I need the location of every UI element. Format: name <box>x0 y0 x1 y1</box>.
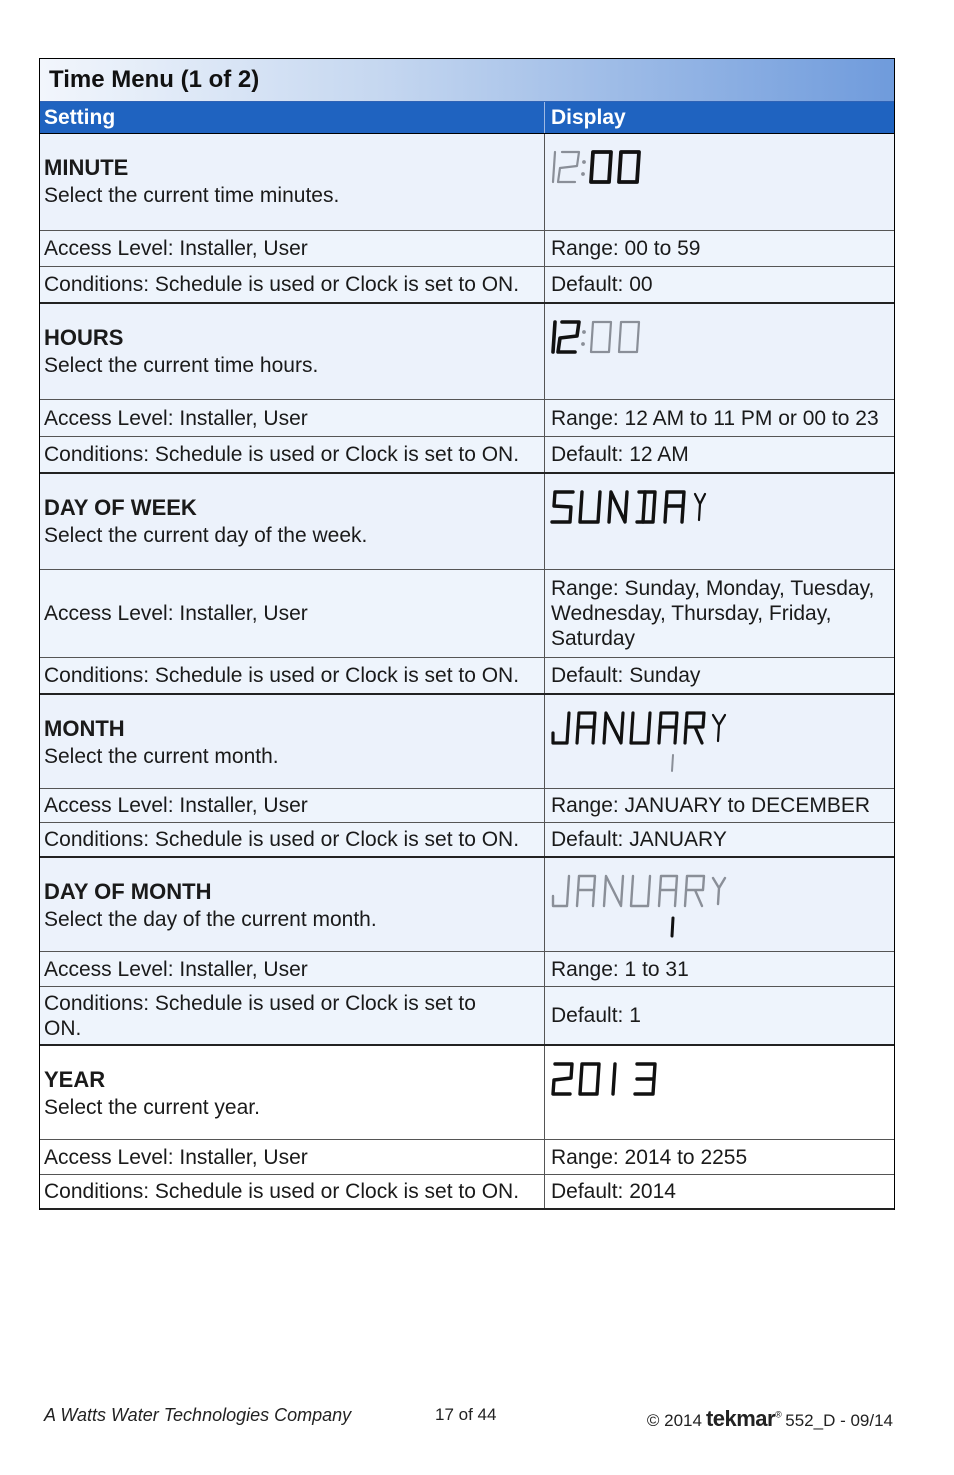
header-display: Display <box>551 106 626 129</box>
setting-row-minute <box>40 134 894 231</box>
footer-company: A Watts Water Technologies Company <box>44 1405 352 1425</box>
access-level: Access Level: Installer, User <box>40 400 545 436</box>
setting-row-year <box>40 1046 894 1140</box>
lcd-display-hours <box>549 314 659 364</box>
setting-name: MINUTE <box>44 155 129 180</box>
setting-name: MONTH <box>44 716 125 741</box>
lcd-display-minute <box>549 144 659 194</box>
conditions: Conditions: Schedule is used or Clock is set to ON. <box>40 823 545 856</box>
setting-row-month <box>40 695 894 789</box>
range: Range: Sunday, Monday, Tuesday, Wednesday, Thursday, Friday, Saturday <box>551 577 875 650</box>
setting-row-month-conditions <box>40 823 894 858</box>
setting-row-day-of-week <box>40 474 894 570</box>
setting-description: Select the day of the current month. <box>44 908 377 931</box>
conditions: Conditions: Schedule is used or Clock is set to ON. <box>40 437 545 472</box>
setting-row-day-of-week-conditions <box>40 658 894 695</box>
registered-mark: ® <box>775 1409 782 1420</box>
setting-name: DAY OF WEEK <box>44 495 197 520</box>
setting-name: DAY OF MONTH <box>44 879 212 904</box>
setting-row-day-of-week-access <box>40 570 894 658</box>
setting-description: Select the current day of the week. <box>44 524 368 547</box>
access-level: Access Level: Installer, User <box>40 570 545 657</box>
conditions: Conditions: Schedule is used or Clock is set to ON. <box>40 658 545 693</box>
default: Default: 12 AM <box>551 443 689 466</box>
setting-row-day-of-month <box>40 858 894 952</box>
document-code: 552_D - 09/14 <box>785 1411 893 1430</box>
access-level: Access Level: Installer, User <box>40 952 545 986</box>
setting-row-hours-access <box>40 400 894 437</box>
setting-row-year-access <box>40 1140 894 1175</box>
header-setting: Setting <box>40 102 545 133</box>
setting-description: Select the current month. <box>44 745 279 768</box>
tekmar-logo: tekmar® <box>705 1406 782 1431</box>
range: Range: 1 to 31 <box>551 957 689 981</box>
default: Default: 1 <box>551 1004 641 1027</box>
setting-description: Select the current year. <box>44 1096 260 1119</box>
footer-copyright-block <box>647 1406 893 1432</box>
lcd-display-day-of-month <box>549 868 749 940</box>
setting-row-minute-access <box>40 231 894 267</box>
setting-row-year-conditions <box>40 1175 894 1210</box>
setting-row-month-access <box>40 789 894 823</box>
table-title: Time Menu (1 of 2) <box>40 59 894 102</box>
conditions: Conditions: Schedule is used or Clock is set to ON. <box>40 1175 545 1208</box>
lcd-display-month <box>549 705 749 777</box>
default: Default: 00 <box>551 273 653 296</box>
range: Range: JANUARY to DECEMBER <box>551 794 871 817</box>
default: Default: 2014 <box>551 1180 676 1203</box>
lcd-display-day-of-week <box>549 484 729 534</box>
access-level: Access Level: Installer, User <box>40 789 545 822</box>
range: Range: 12 AM to 11 PM or 00 to 23 <box>551 406 879 430</box>
default: Default: Sunday <box>551 664 701 687</box>
setting-row-hours <box>40 304 894 400</box>
default: Default: JANUARY <box>551 828 727 851</box>
conditions: Conditions: Schedule is used or Clock is set to ON. <box>44 991 476 1040</box>
access-level: Access Level: Installer, User <box>40 1140 545 1174</box>
setting-row-minute-conditions <box>40 267 894 304</box>
setting-row-day-of-month-conditions <box>40 987 894 1046</box>
table-header-row <box>40 102 894 134</box>
conditions: Conditions: Schedule is used or Clock is set to ON. <box>40 267 545 302</box>
setting-row-day-of-month-access <box>40 952 894 987</box>
setting-description: Select the current time hours. <box>44 354 319 377</box>
setting-description: Select the current time minutes. <box>44 184 340 207</box>
range: Range: 2014 to 2255 <box>551 1145 748 1169</box>
setting-name: HOURS <box>44 325 124 350</box>
time-menu-table <box>39 58 895 1210</box>
page-number: 17 of 44 <box>435 1405 497 1424</box>
range: Range: 00 to 59 <box>551 237 701 260</box>
setting-row-hours-conditions <box>40 437 894 474</box>
setting-name: YEAR <box>44 1067 106 1092</box>
access-level: Access Level: Installer, User <box>40 231 545 266</box>
copyright: © 2014 <box>646 1411 702 1430</box>
lcd-display-year <box>549 1056 679 1106</box>
